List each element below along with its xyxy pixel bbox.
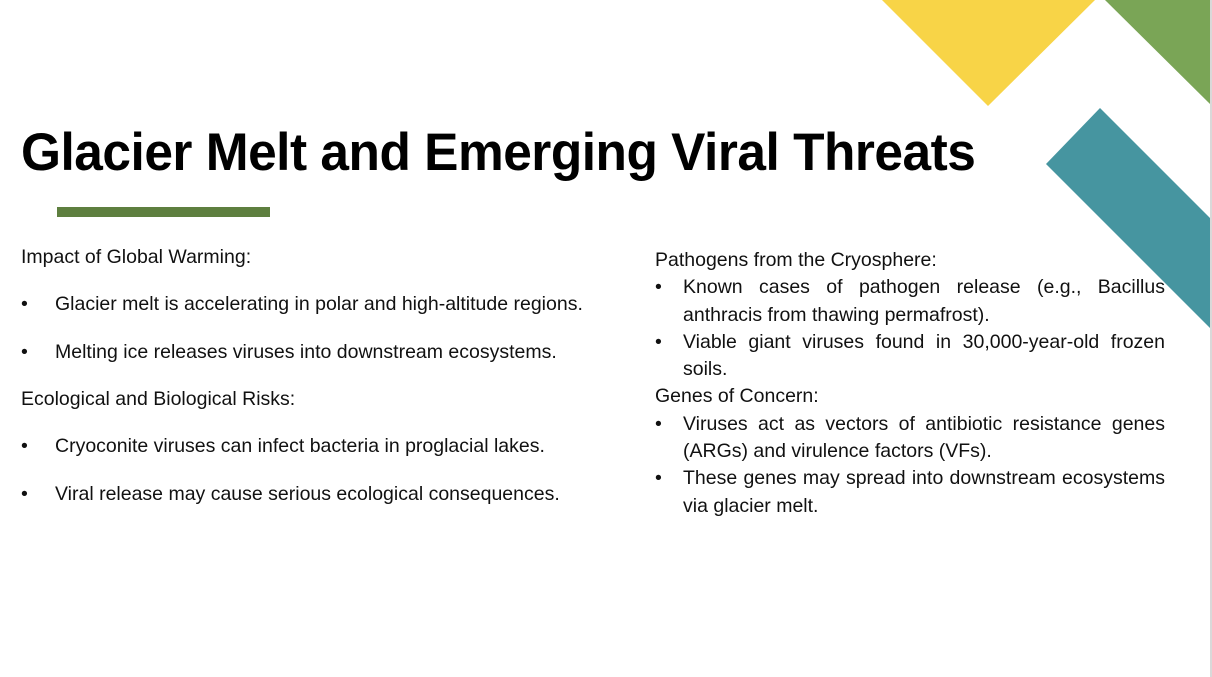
list-item [21, 338, 646, 366]
right-column [655, 247, 1165, 520]
slide-title: Glacier Melt and Emerging Viral Threats [21, 123, 976, 182]
list-item-text: Glacier melt is accelerating in polar and high-altitude regions. [55, 293, 583, 315]
list-item-text: Melting ice releases viruses into downstream ecosystems. [55, 341, 557, 363]
left-column [21, 243, 646, 528]
list-item [21, 432, 646, 460]
yellow-triangle-shape [882, 0, 1095, 106]
list-item-text: Cryoconite viruses can infect bacteria in proglacial lakes. [55, 435, 545, 457]
list-item-text: These genes may spread into downstream ecosystems via glacier melt. [683, 467, 1165, 517]
bullet-icon: • [655, 412, 662, 435]
green-triangle-shape [1105, 0, 1210, 104]
list-item [655, 274, 1165, 329]
list-item [655, 411, 1165, 466]
section-heading-global-warming: Impact of Global Warming: [21, 246, 252, 268]
title-underline [57, 207, 270, 217]
section-heading-cryosphere-pathogens: Pathogens from the Cryosphere: [655, 249, 937, 271]
list-item-text: Viral release may cause serious ecological consequences. [55, 483, 560, 505]
list-item-text: Viable giant viruses found in 30,000-year-old frozen soils. [683, 330, 1165, 381]
section-heading-genes-of-concern: Genes of Concern: [655, 385, 819, 408]
list-item [655, 329, 1165, 384]
section-heading-ecological-risks: Ecological and Biological Risks: [21, 388, 296, 410]
bullet-icon: • [21, 341, 28, 363]
bullet-icon: • [655, 276, 662, 299]
list-item-text: Known cases of pathogen release (e.g., Bacillus anthracis from thawing permafrost). [683, 276, 1165, 326]
bullet-icon: • [21, 483, 28, 505]
bullet-icon: • [655, 330, 662, 353]
bullet-icon: • [655, 467, 662, 490]
list-item [21, 290, 646, 318]
list-item [655, 465, 1165, 520]
bullet-icon: • [21, 435, 28, 457]
list-item [21, 480, 646, 508]
list-item-text: Viruses act as vectors of antibiotic resistance genes (ARGs) and virulence factors (VFs). [683, 412, 1165, 463]
bullet-icon: • [21, 293, 28, 315]
